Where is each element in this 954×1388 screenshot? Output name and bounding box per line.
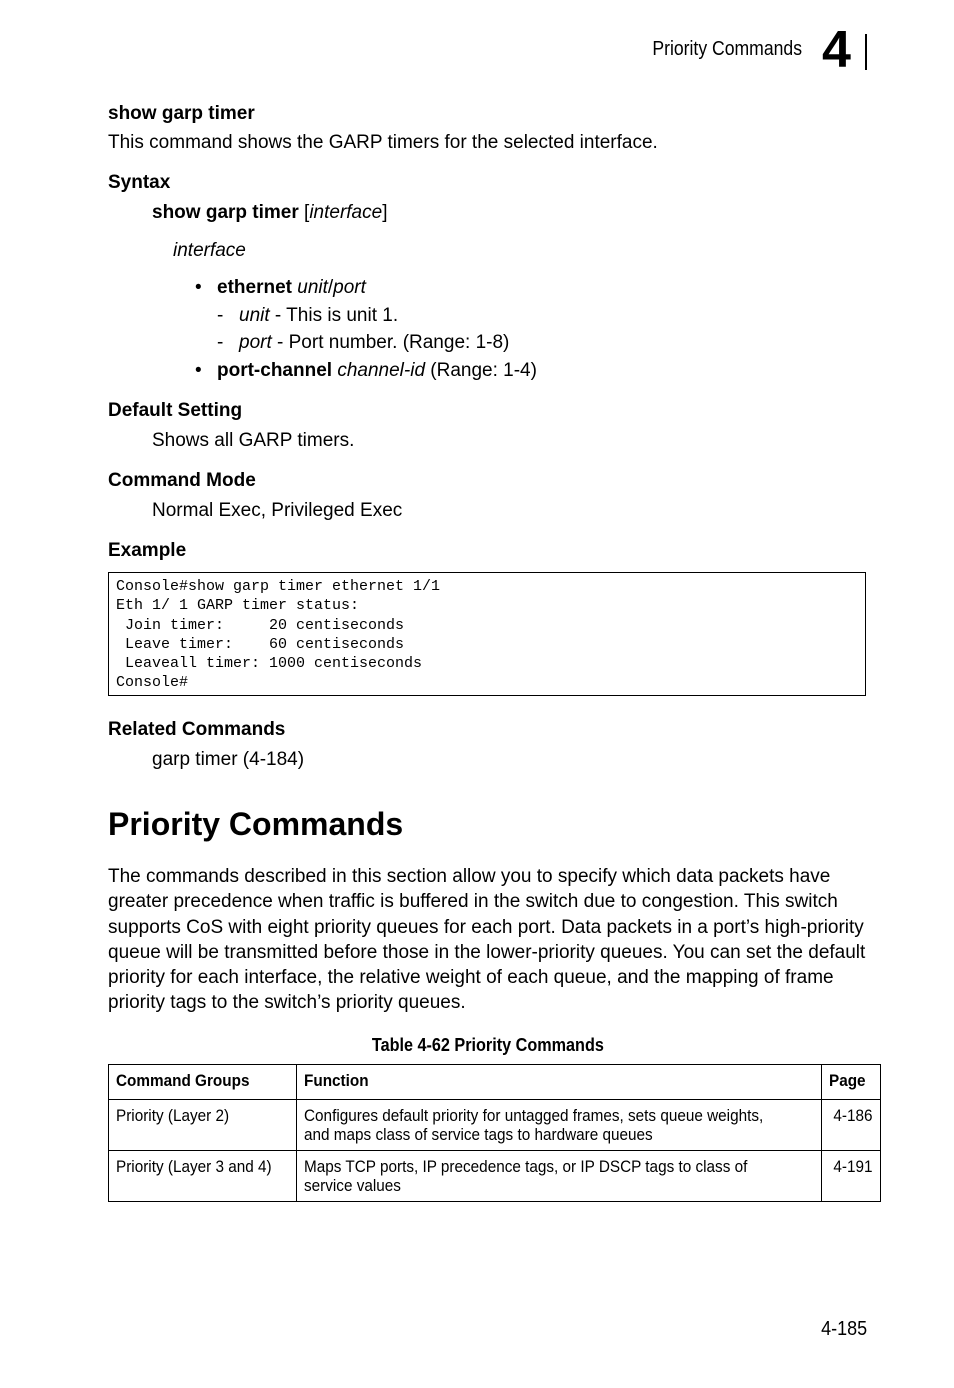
chapter-number: 4 (822, 21, 851, 79)
sub-item-unit (217, 305, 398, 327)
cell-function-line-2: and maps class of service tags to hardware queues (303, 1125, 653, 1144)
dash-marker: - (217, 305, 224, 326)
page-number (800, 1318, 867, 1341)
column-header-function: Function (296, 1065, 821, 1100)
column-header-command-groups: Command Groups (109, 1065, 297, 1100)
table-header-row (109, 1065, 881, 1100)
cell-function-line-1: Configures default priority for untagged frames, sets queue weights, (303, 1106, 764, 1125)
bullet-port-channel-range: (Range: 1-4) (425, 360, 537, 381)
page-number-text: 4-185 (820, 1318, 867, 1340)
priority-commands-table (108, 1064, 881, 1202)
bullet-marker: • (195, 277, 202, 298)
sub-item-port-name: port (239, 332, 272, 353)
bullet-port-channel-arg: channel-id (337, 360, 426, 381)
syntax-line (152, 202, 387, 224)
example-code-box (108, 572, 866, 696)
cell-function (296, 1100, 821, 1151)
parameter-name-text: interface (173, 240, 246, 261)
cell-function (296, 1151, 821, 1202)
cell-page: 4-186 (822, 1100, 880, 1151)
command-mode-text: Normal Exec, Privileged Exec (152, 500, 403, 521)
sub-item-unit-text: - This is unit 1. (269, 305, 399, 326)
bullet-ethernet-keyword: ethernet (217, 277, 292, 298)
example-heading: Example (108, 540, 187, 561)
table-caption-text: Table 4-62 Priority Commands (372, 1035, 604, 1055)
table-row (109, 1151, 881, 1202)
bullet-ethernet-port: port (333, 277, 366, 298)
command-description: This command shows the GARP timers for the selected interface. (108, 132, 658, 153)
running-header-title: Priority Commands (652, 38, 802, 60)
column-header-page: Page (822, 1065, 880, 1100)
syntax-argument: interface (309, 202, 383, 223)
cell-page: 4-191 (822, 1151, 880, 1202)
sub-item-port (217, 332, 509, 354)
sub-item-port-text: - Port number. (Range: 1-8) (271, 332, 510, 353)
example-code: Console#show garp timer ethernet 1/1 Eth 1/ 1 GARP timer status: Join timer: 20 centiseconds Leave timer: 60 centiseconds Leaveall timer: 1000 centiseconds Console# (116, 578, 441, 692)
bullet-port-channel-keyword: port-channel (217, 360, 333, 381)
related-commands-heading: Related Commands (108, 719, 286, 740)
section-paragraph: The commands described in this section allow you to specify which data packets have greater precedence when traffic is buffered in the switch due to congestion. This switch supports CoS with eight priority queues for each port. Data packets in a port’s high-priority queue will be transmitted before those in the lower-priority queues. You can set the default priority for each interface, the relative weight of each queue, and the mapping of frame priority tags to the switch’s priority queues. (108, 866, 866, 1014)
bullet-port-channel (195, 360, 537, 382)
command-title: show garp timer (108, 103, 255, 124)
dash-marker: - (217, 332, 224, 353)
command-mode-heading: Command Mode (108, 470, 256, 491)
cell-command-group: Priority (Layer 3 and 4) (109, 1151, 297, 1202)
default-setting-text: Shows all GARP timers. (152, 430, 355, 451)
syntax-bracket-open: [ (298, 202, 310, 223)
table-row (109, 1100, 881, 1151)
sub-item-unit-name: unit (239, 305, 270, 326)
cell-function-line-1: Maps TCP ports, IP precedence tags, or IP DSCP tags to class of (303, 1157, 748, 1176)
related-commands-text: garp timer (4-184) (152, 749, 305, 770)
bullet-marker: • (195, 360, 202, 381)
syntax-heading: Syntax (108, 172, 171, 193)
default-setting-heading: Default Setting (108, 400, 243, 421)
cell-function-line-2: service values (303, 1176, 401, 1195)
table-caption (108, 1035, 868, 1056)
syntax-bracket-close: ] (382, 202, 388, 223)
cell-command-group: Priority (Layer 2) (109, 1100, 297, 1151)
chapter-divider (865, 34, 867, 70)
bullet-ethernet (195, 277, 366, 299)
bullet-ethernet-unit: unit (297, 277, 328, 298)
bullet-ethernet-slash: / (327, 277, 334, 298)
syntax-command: show garp timer (152, 202, 299, 223)
parameter-name (173, 240, 246, 262)
section-title: Priority Commands (108, 806, 404, 842)
